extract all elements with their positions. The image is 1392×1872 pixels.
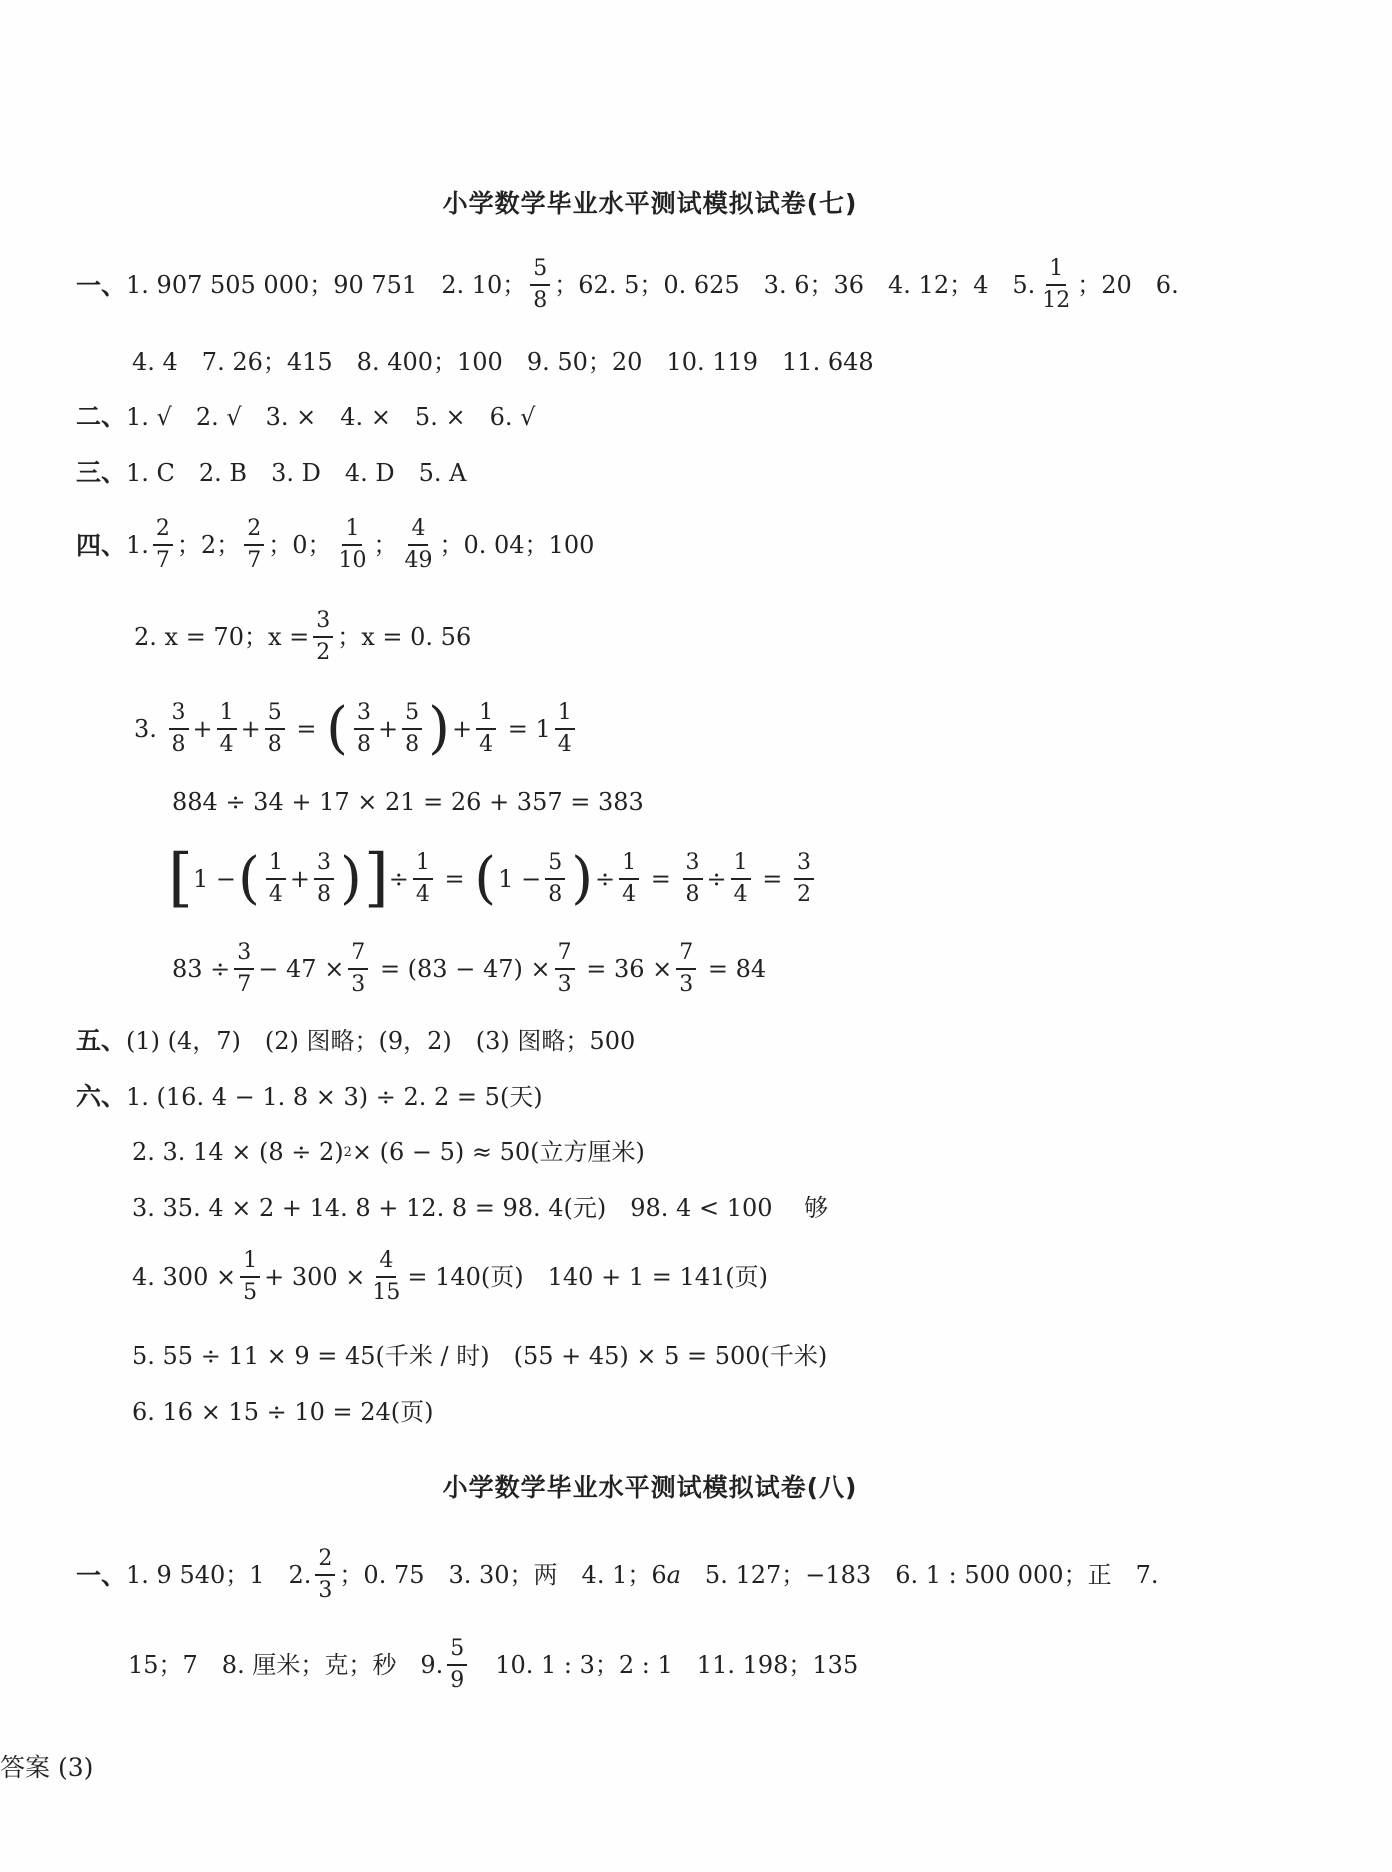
answer-text: 3. (134, 715, 157, 743)
equation-line (172, 790, 644, 814)
section-label: 一、 (76, 1560, 127, 1590)
fraction: $\frac{2}{7}$ (244, 518, 264, 572)
answer-text: ；0； (268, 531, 332, 559)
fraction: $\frac{1}{4}$ (217, 702, 237, 756)
left-paren: ( (326, 695, 349, 761)
fraction: $\frac{4}{49}$ (404, 516, 433, 573)
answer-text: 1. (126, 531, 149, 559)
section-label: 五、 (76, 1026, 127, 1055)
operator: ÷ (706, 864, 727, 893)
section-label: 三、 (76, 458, 127, 487)
operator: = (444, 864, 465, 893)
fraction: $\frac{2}{7}$ (153, 518, 173, 572)
answer-text: ；20 6. (1077, 271, 1179, 299)
answer-line (76, 518, 594, 572)
fraction: $\frac{7}{3}$ (348, 942, 368, 996)
equation-line (134, 695, 579, 761)
fraction: $\frac{1}{10}$ (338, 516, 367, 573)
fraction: $\frac{5}{8}$ (530, 258, 550, 312)
answer-line (76, 1028, 635, 1053)
equation-line (172, 942, 766, 996)
answer-text: 5. 127；−183 6. 1 : 500 000；正 7. (680, 1561, 1159, 1589)
fraction: $\frac{1}{12}$ (1042, 256, 1071, 313)
fraction: $\frac{5}{9}$ (447, 1638, 467, 1692)
fraction: $\frac{3}{2}$ (794, 852, 814, 906)
answer-text: 1. 907 505 000；90 751 2. 10； (126, 271, 527, 299)
answer-text: = 140(页) 140 + 1 = 141(页) (407, 1263, 768, 1291)
right-paren: ) (428, 695, 450, 761)
answer-line (132, 1140, 645, 1164)
answer-line (132, 1344, 827, 1368)
answer-text: 1. √ 2. √ 3. × 4. × 5. × 6. √ (126, 402, 536, 431)
answer-line (76, 460, 466, 485)
operator: = (762, 864, 783, 893)
operator: = (650, 864, 671, 893)
fraction: $\frac{1}{4}$ (413, 852, 433, 906)
answer-text: 5. 55 ÷ 11 × 9 = 45(千米 / 时) (55 + 45) × 5 = 500(千米) (132, 1342, 828, 1370)
right-bracket: ] (363, 841, 389, 915)
fraction: $\frac{5}{8}$ (545, 852, 565, 906)
variable: a (666, 1561, 681, 1589)
left-bracket: [ (168, 841, 193, 915)
operator: − (521, 864, 542, 893)
fraction: $\frac{4}{15}$ (372, 1248, 401, 1305)
answer-text: + 300 × (264, 1263, 366, 1291)
answer-text: 4. 300 × (132, 1263, 237, 1291)
answer-line (76, 404, 535, 429)
fraction: $\frac{5}{8}$ (402, 702, 422, 756)
answer-text: = 84 (707, 955, 767, 983)
fraction: $\frac{3}{8}$ (683, 852, 703, 906)
superscript: 2 (343, 1144, 352, 1160)
fraction: $\frac{3}{2}$ (313, 610, 333, 664)
answer-text: ；0. 04；100 (439, 531, 595, 559)
fraction: $\frac{1}{4}$ (619, 852, 639, 906)
mixed-whole: 1 (535, 715, 551, 743)
answer-line (132, 350, 874, 374)
fraction: $\frac{1}{4}$ (266, 852, 286, 906)
operator: + (289, 864, 310, 893)
answer-text: 1. C 2. B 3. D 4. D 5. A (126, 458, 467, 487)
fraction: $\frac{1}{4}$ (555, 702, 575, 756)
answer-text: 1. (16. 4 − 1. 8 × 3) ÷ 2. 2 = 5(天) (126, 1082, 543, 1111)
fraction: $\frac{7}{3}$ (676, 942, 696, 996)
answer-text: ；x = 0. 56 (337, 623, 472, 651)
section-title-test8: 小学数学毕业水平测试模拟试卷(八) (442, 1473, 858, 1502)
number: 1 (498, 864, 514, 893)
answer-text: 15；7 8. 厘米；克；秒 9. (128, 1651, 444, 1679)
answer-text: 10. 1 : 3；2 : 1 11. 198；135 (471, 1651, 859, 1679)
fraction: $\frac{1}{4}$ (731, 852, 751, 906)
answer-line (76, 1084, 543, 1109)
fraction: $\frac{5}{8}$ (265, 702, 285, 756)
fraction: $\frac{3}{8}$ (169, 702, 189, 756)
answer-text: 2. 3. 14 × (8 ÷ 2) (132, 1138, 344, 1166)
answer-text: 3. 35. 4 × 2 + 14. 8 + 12. 8 = 98. 4(元) 98. 4 < 100 够 (132, 1194, 829, 1222)
number: 1 (192, 864, 209, 893)
answer-text: 6. 16 × 15 ÷ 10 = 24(页) (132, 1398, 434, 1426)
operator: + (192, 715, 213, 743)
section-label: 一、 (76, 270, 127, 300)
operator: = (296, 715, 317, 743)
answer-text: 884 ÷ 34 + 17 × 21 = 26 + 357 = 383 (172, 788, 644, 816)
fraction: $\frac{1}{5}$ (240, 1250, 260, 1304)
answer-line (128, 1638, 858, 1692)
fraction: $\frac{3}{7}$ (234, 942, 254, 996)
right-paren: ) (339, 845, 362, 911)
section-label: 四、 (76, 530, 127, 560)
answer-text: 4. 4 7. 26；415 8. 400；100 9. 50；20 10. 119 11. 648 (132, 348, 874, 376)
answer-text: = 36 × (586, 955, 673, 983)
answer-text: × (6 − 5) ≈ 50(立方厘米) (351, 1138, 645, 1166)
left-paren: ( (474, 845, 497, 911)
right-paren: ) (571, 845, 594, 911)
fraction: $\frac{3}{8}$ (314, 852, 334, 906)
answer-line (76, 258, 1179, 312)
operator: ÷ (595, 864, 616, 893)
operator: + (378, 715, 399, 743)
answer-line (132, 1400, 434, 1424)
operator: + (240, 715, 261, 743)
operator: = (507, 715, 528, 743)
answer-text: ；2； (176, 531, 241, 559)
answer-text: − 47 × (258, 955, 345, 983)
answer-text: ；0. 75 3. 30；两 4. 1；6 (339, 1561, 667, 1589)
answer-line (132, 1250, 768, 1304)
section-title-test7: 小学数学毕业水平测试模拟试卷(七) (442, 189, 858, 218)
answer-text: ； (373, 531, 398, 559)
answer-line (76, 1548, 1158, 1602)
answer-text: ；62. 5；0. 625 3. 6；36 4. 12；4 5. (554, 271, 1036, 299)
answer-line (134, 610, 471, 664)
answer-text: (1) (4，7) (2) 图略；(9，2) (3) 图略；500 (126, 1026, 636, 1055)
operator: ÷ (388, 864, 409, 893)
section-label: 二、 (76, 402, 127, 431)
answer-text: = (83 − 47) × (379, 955, 551, 983)
section-label: 六、 (76, 1082, 127, 1111)
answer-text: 83 ÷ (172, 955, 231, 983)
fraction: $\frac{2}{3}$ (315, 1548, 335, 1602)
answer-line (132, 1196, 828, 1220)
fraction: $\frac{3}{8}$ (354, 702, 374, 756)
operator: + (451, 715, 473, 743)
answer-text: 2. x = 70；x = (134, 623, 310, 651)
left-paren: ( (238, 845, 260, 911)
fraction: $\frac{7}{3}$ (555, 942, 575, 996)
answer-text: 1. 9 540；1 2. (126, 1561, 312, 1589)
equation-line (168, 841, 818, 915)
operator: − (215, 864, 236, 893)
fraction: $\frac{1}{4}$ (476, 702, 496, 756)
page-footer: 答案 (3) (0, 1753, 94, 1782)
